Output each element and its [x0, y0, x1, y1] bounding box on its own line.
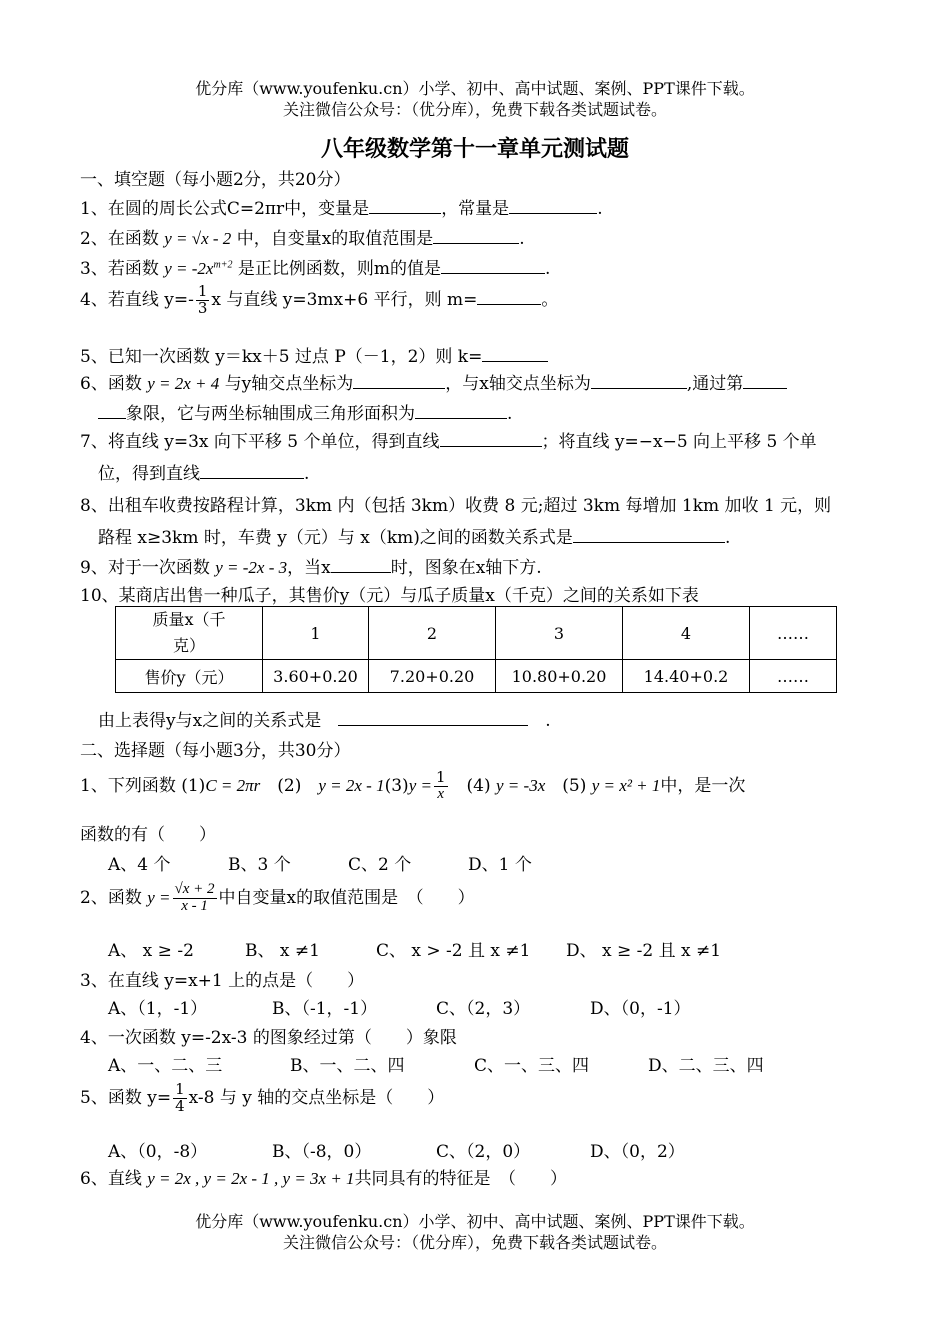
answer-blank[interactable]: [369, 196, 441, 214]
question-1-7-cont: 位，得到直线 .: [98, 459, 309, 484]
table-row: [116, 607, 837, 660]
question-2-5-option-d[interactable]: D、（0，2）: [590, 1142, 685, 1162]
answer-blank[interactable]: [353, 371, 445, 389]
answer-blank[interactable]: [441, 256, 545, 274]
question-2-4-option-d[interactable]: D、二、三、四: [648, 1056, 764, 1076]
question-2-2-option-c[interactable]: C、 x > -2 且 x ≠1: [376, 941, 531, 961]
table-cell: 3.60+0.20: [263, 660, 369, 693]
answer-blank[interactable]: [573, 525, 725, 543]
answer-blank[interactable]: [440, 429, 542, 447]
table-cell: 10.80+0.20: [496, 660, 623, 693]
question-2-1-option-c[interactable]: C、2 个: [348, 855, 412, 875]
table-cell: ……: [750, 607, 837, 660]
answer-blank[interactable]: [433, 226, 519, 244]
question-1-9: 9、对于一次函数 y = -2x - 3，当x 时，图象在x轴下方.: [80, 553, 542, 578]
question-2-1-option-a[interactable]: A、4 个: [108, 855, 171, 875]
table-cell: 4: [623, 607, 750, 660]
section-1-heading: 一、填空题（每小题2分，共20分）: [80, 170, 351, 190]
question-2-6: 6、直线 y = 2x , y = 2x - 1 , y = 3x + 1共同具有的特征是 （ ）: [80, 1169, 568, 1189]
table-cell: 2: [369, 607, 496, 660]
question-2-1-option-d[interactable]: D、1 个: [468, 855, 532, 875]
question-2-4-option-b[interactable]: B、一、二、四: [290, 1056, 405, 1076]
section-2-heading: 二、选择题（每小题3分，共30分）: [80, 741, 351, 761]
question-2-5-option-b[interactable]: B、（-8，0）: [272, 1142, 372, 1162]
question-1-10: 10、某商店出售一种瓜子，其售价y（元）与瓜子质量x（千克）之间的关系如下表: [80, 586, 699, 606]
table-row: [116, 660, 837, 693]
question-2-3-option-b[interactable]: B、（-1，-1）: [272, 999, 378, 1019]
question-1-1: 1、在圆的周长公式C=2πr中，变量是 ，常量是 .: [80, 194, 603, 219]
question-2-4-option-a[interactable]: A、一、二、三: [108, 1056, 223, 1076]
question-2-5-option-a[interactable]: A、（0，-8）: [108, 1142, 208, 1162]
answer-blank[interactable]: [509, 196, 597, 214]
question-2-2-option-d[interactable]: D、 x ≥ -2 且 x ≠1: [566, 941, 722, 961]
table-cell: 1: [263, 607, 369, 660]
question-1-6: 6、函数 y = 2x + 4 与y轴交点坐标为 ，与x轴交点坐标为 ,通过第: [80, 369, 787, 394]
question-1-4: 4、若直线 y=- $\frac{1}{3}$ x 与直线 y=3mx+6 平行，则 m= 。: [80, 282, 559, 317]
question-2-5: 5、函数 y= $\frac{1}{4}$ x-8 与 y 轴的交点坐标是（ ）: [80, 1080, 445, 1115]
table-cell: 14.40+0.2: [623, 660, 750, 693]
answer-blank[interactable]: [331, 555, 391, 573]
question-2-1: 1、下列函数 (1)C = 2πr (2) y = 2x - 1(3)y = $\frac{1}{x}$ (4) y = -3x (5) y = x² + 1中，是一次: [80, 768, 746, 802]
price-table: [115, 606, 837, 693]
table-cell: 3: [496, 607, 623, 660]
question-2-3-option-c[interactable]: C、（2，3）: [436, 999, 531, 1019]
question-2-4: 4、一次函数 y=-2x-3 的图象经过第（ ）象限: [80, 1028, 457, 1048]
table-cell: 售价y（元）: [116, 660, 263, 693]
table-cell: 质量x（千 克）: [116, 607, 263, 660]
question-2-2-option-b[interactable]: B、 x ≠1: [245, 941, 320, 961]
question-2-4-option-c[interactable]: C、一、三、四: [474, 1056, 590, 1076]
footer-line-1: 优分库（www.youfenku.cn）小学、初中、高中试题、案例、PPT课件下载。: [195, 1212, 755, 1231]
page-title: 八年级数学第十一章单元测试题: [320, 137, 629, 162]
question-2-5-option-c[interactable]: C、（2，0）: [436, 1142, 531, 1162]
question-2-1-option-b[interactable]: B、3 个: [228, 855, 291, 875]
question-2-3-option-a[interactable]: A、（1，-1）: [108, 999, 208, 1019]
answer-blank[interactable]: [415, 401, 507, 419]
question-1-7: 7、将直线 y=3x 向下平移 5 个单位，得到直线 ；将直线 y=−x−5 向上平移 5 个单: [80, 427, 817, 452]
question-2-2-option-a[interactable]: A、 x ≥ -2: [108, 941, 194, 961]
question-1-8: 8、出租车收费按路程计算，3km 内（包括 3km）收费 8 元;超过 3km 每增加 1km 加收 1 元，则: [80, 496, 832, 516]
header-line-2: 关注微信公众号：（优分库），免费下载各类试题试卷。: [282, 100, 667, 119]
question-1-3: 3、若函数 $y = -2x^{m+2}$ 是正比例函数，则m的值是 .: [80, 254, 550, 279]
question-1-10-cont: 由上表得y与x之间的关系式是 .: [98, 706, 551, 731]
question-2-3-option-d[interactable]: D、（0，-1）: [590, 999, 691, 1019]
answer-blank[interactable]: [591, 371, 687, 389]
answer-blank[interactable]: [482, 344, 548, 362]
question-2-1-cont: 函数的有（ ）: [80, 825, 216, 845]
answer-blank[interactable]: [743, 371, 787, 389]
answer-blank[interactable]: [98, 401, 126, 419]
table-cell: ……: [750, 660, 837, 693]
question-1-5: 5、已知一次函数 y＝kx＋5 过点 P（－1，2）则 k=: [80, 342, 548, 367]
footer-line-2: 关注微信公众号：（优分库），免费下载各类试题试卷。: [282, 1233, 667, 1252]
table-cell: 7.20+0.20: [369, 660, 496, 693]
question-1-6-cont: 象限，它与两坐标轴围成三角形面积为 .: [98, 399, 512, 424]
answer-blank[interactable]: [477, 287, 541, 305]
question-1-8-cont: 路程 x≥3km 时，车费 y（元）与 x（km)之间的函数关系式是 .: [98, 523, 730, 548]
header-line-1: 优分库（www.youfenku.cn）小学、初中、高中试题、案例、PPT课件下载。: [195, 79, 755, 98]
answer-blank[interactable]: [200, 461, 304, 479]
question-2-3: 3、在直线 y=x+1 上的点是（ ）: [80, 971, 365, 991]
question-2-2: 2、函数 y = $\frac{√x + 2}{x - 1}$ 中自变量x的取值范围是 （ ）: [80, 881, 475, 914]
question-1-2: 2、在函数 y = √x - 2 中，自变量x的取值范围是 .: [80, 224, 525, 249]
answer-blank[interactable]: [338, 708, 528, 726]
